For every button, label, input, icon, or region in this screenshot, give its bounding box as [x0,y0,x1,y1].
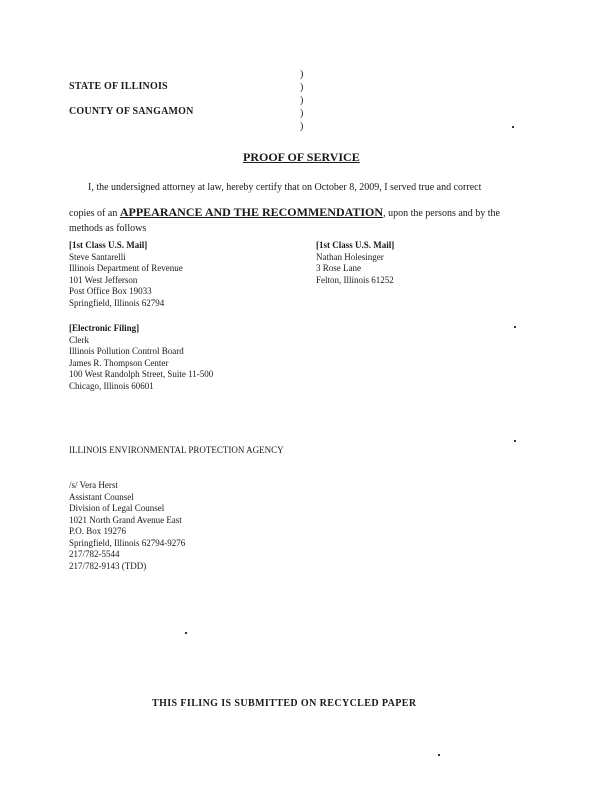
certification-line-1: I, the undersigned attorney at law, hereby certify that on October 8, 2009, I served true and correct [88,182,482,193]
address-line: Steve Santarelli [69,251,126,262]
address-line: 101 West Jefferson [69,274,138,285]
certification-line-3: methods as follows [69,223,147,234]
address-line: 100 West Randolph Street, Suite 11-500 [69,369,214,379]
certification-line-2 [69,205,500,220]
service-recipient-electronic [69,323,213,392]
scan-speck [438,754,440,756]
address-line: 3 Rose Lane [316,263,361,273]
caption-county: COUNTY OF SANGAMON [69,106,194,117]
address-line: Chicago, Illinois 60601 [69,380,154,391]
address-line: James R. Thompson Center [69,357,169,368]
caption-paren-5: ) [300,121,304,132]
service-method-right: [1st Class U.S. Mail] [316,240,395,250]
signature: /s/ Vera Herst [69,480,118,490]
address-line: Illinois Department of Revenue [69,263,183,273]
signature-line: Division of Legal Counsel [69,503,165,513]
caption-paren-3: ) [300,95,304,106]
signature-line: P.O. Box 19276 [69,526,127,536]
address-line: Felton, Illinois 61252 [316,274,394,285]
service-method-left: [1st Class U.S. Mail] [69,240,148,250]
caption-state: STATE OF ILLINOIS [69,81,168,92]
address-line: Springfield, Illinois 62794 [69,297,165,308]
certification-line-2-suffix: , upon the persons and by the [383,208,500,219]
signature-line: Springfield, Illinois 62794-9276 [69,537,186,548]
recycled-paper-notice: THIS FILING IS SUBMITTED ON RECYCLED PAPER [152,698,417,709]
signature-block [69,480,185,572]
address-line: Clerk [69,334,89,345]
service-recipient-left [69,240,183,309]
scan-speck [514,326,516,328]
signature-line: 217/782-5544 [69,549,120,559]
address-line: Illinois Pollution Control Board [69,346,184,356]
document-title: PROOF OF SERVICE [243,150,360,164]
service-recipient-right [316,240,394,286]
address-line: Post Office Box 19033 [69,286,152,296]
caption-paren-2: ) [300,82,304,93]
agency-name: ILLINOIS ENVIRONMENTAL PROTECTION AGENCY [69,445,284,455]
signature-line: 1021 North Grand Avenue East [69,514,182,525]
scan-speck [185,632,187,634]
signature-line: 217/782-9143 (TDD) [69,560,147,571]
address-line: Nathan Holesinger [316,251,384,262]
scan-speck [514,440,516,442]
scan-speck [512,126,514,128]
signature-line: Assistant Counsel [69,491,134,502]
certification-line-2-prefix: copies of an [69,208,120,219]
caption-paren-4: ) [300,108,304,119]
service-method-electronic: [Electronic Filing] [69,323,140,333]
document-titles-served: APPEARANCE AND THE RECOMMENDATION [119,205,384,219]
caption-paren-1: ) [300,69,304,80]
